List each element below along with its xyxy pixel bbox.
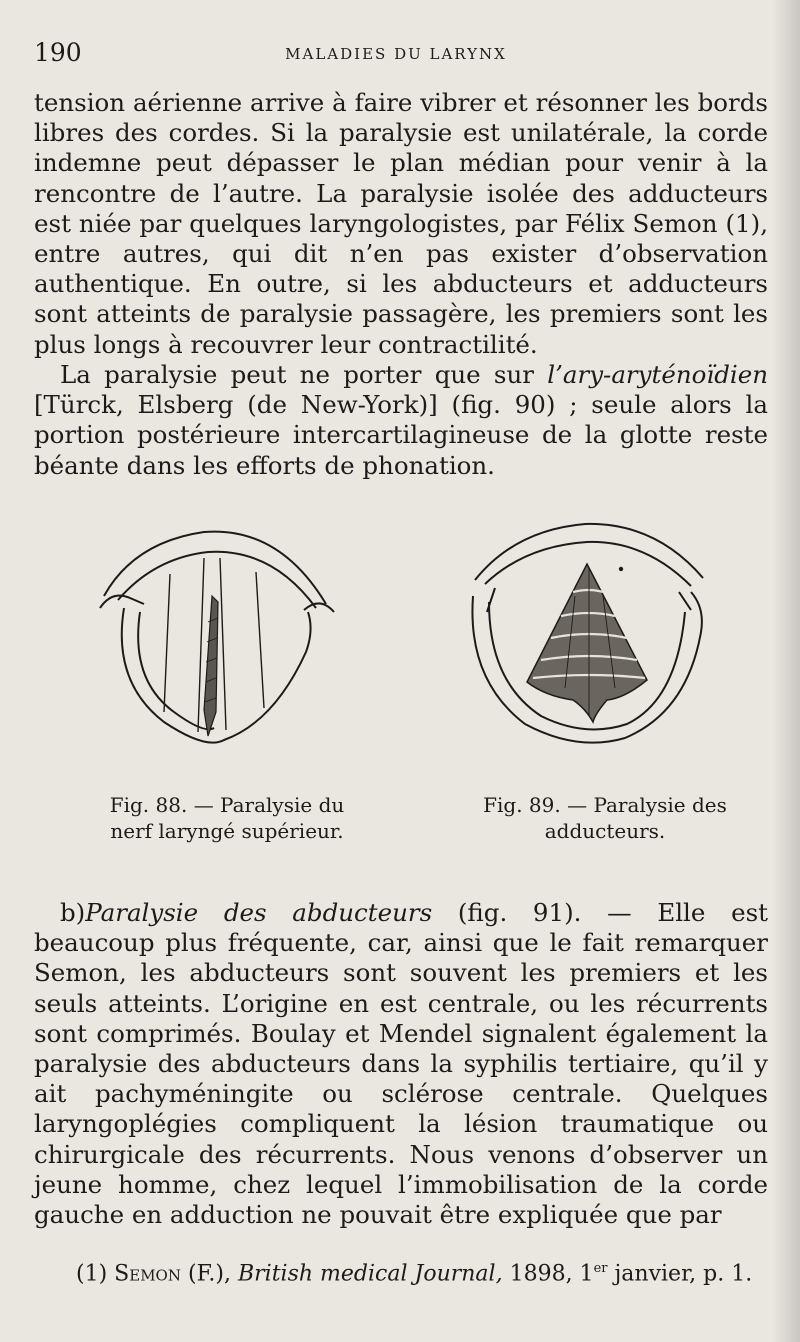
fig-89-caption [440,792,770,844]
paragraph-1: tension aérienne arrive à faire vibrer et résonner les bords libres des cordes. Si la paralysie est unilatérale, la corde indemne peut dépasser le plan médian pour venir à la rencontre de l’autre. La paralysie isolée des adducteurs est niée par quelques laryngologistes, par Félix Semon (1), entre autres, qui dit n’en pas exister d’observation authentique. En outre, si les abducteurs et adducteurs sont atteints de paralysie passagère, les premiers sont les plus longs à recouvrer leur contractilité. [34,88,768,359]
page-number: 190 [34,38,82,67]
paragraph-3 [34,898,768,1230]
footnote-sup: er [593,1261,608,1276]
paragraph-2 [34,360,768,481]
footnote-year: 1898, 1 [509,1261,594,1287]
fig-88-caption-line-2: nerf laryngé supérieur. [110,819,344,843]
paragraph-3-marker: b) [60,898,86,927]
fig-88-caption-line-1: Fig. 88. — Paralysie du [109,793,345,817]
fig-89-caption-line-2: adducteurs. [544,819,666,843]
footnote-journal: British medical Journal, [237,1261,503,1287]
paragraph-2-rest: [Türck, Elsberg (de New-York)] (fig. 90) ; seule alors la portion postérieure intercartilagineuse de la glotte reste béante dans les efforts de phonation. [34,390,768,480]
page-header [34,38,758,74]
paragraph-2-lead: La paralysie peut ne porter que sur [60,360,548,389]
fig-89-caption-line-1: Fig. 89. — Paralysie des [483,793,727,817]
footnote-author: Semon [114,1261,181,1287]
paragraph-2-italic: l’ary-aryténoïdien [547,360,768,389]
fig-88-illustration [94,512,344,767]
footnote [34,1261,776,1286]
footnote-initial: (F.), [187,1261,231,1287]
paragraph-3-italic: Paralysie des abducteurs [85,898,433,927]
page-edge-shadow [772,0,800,1342]
footnote-tail: janvier, p. 1. [607,1261,753,1287]
fig-88-caption [62,792,392,844]
running-head: MALADIES DU LARYNX [285,45,507,63]
paragraph-3-rest: (fig. 91). — Elle est beaucoup plus fréquente, car, ainsi que le fait remarquer Semon, les abducteurs sont souvent les premiers et les seuls atteints. L’origine en est centrale, ou les récurrents sont comprimés. Boulay et Mendel signalent également la paralysie des abducteurs dans la syphilis tertiaire, qu’il y ait pachyméningite ou sclérose centrale. Quelques laryngoplégies compliquent la lésion traumatique ou chirurgicale des récurrents. Nous venons d’observer un jeune homme, chez lequel l’immobilisation de la corde gauche en adduction ne pouvait être expliquée que par [34,898,768,1230]
footnote-number: (1) [76,1261,108,1287]
fig-89-illustration [465,512,715,767]
figures-area [60,512,750,772]
